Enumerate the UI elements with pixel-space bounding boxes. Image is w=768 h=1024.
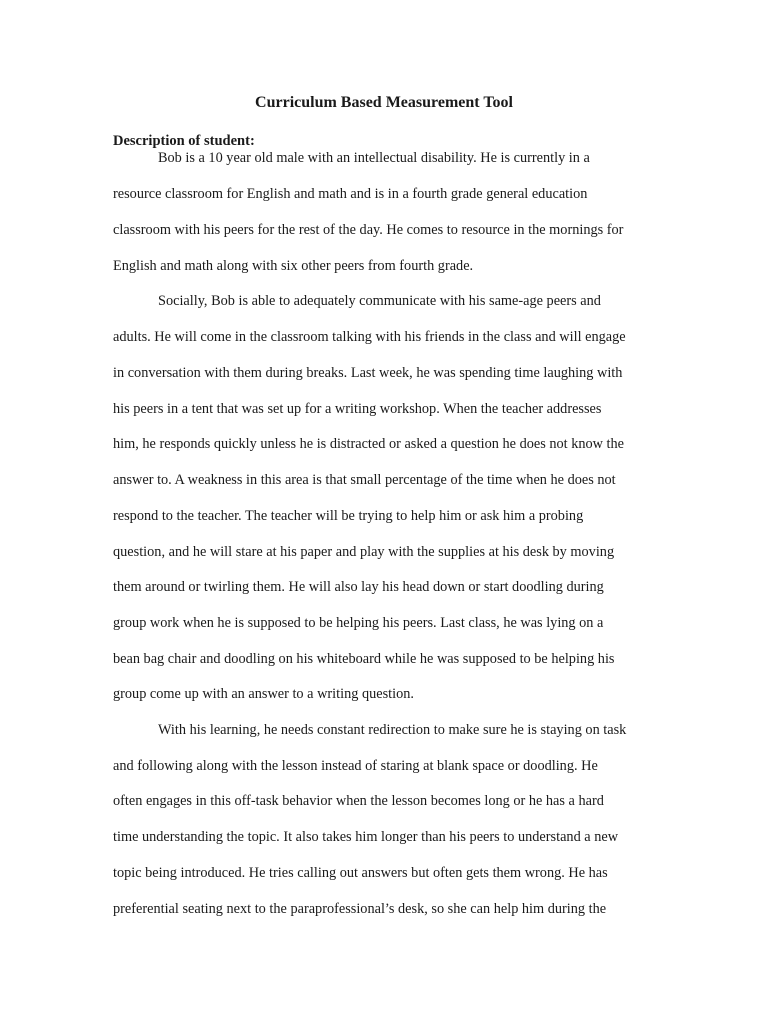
paragraph-line: him, he responds quickly unless he is distracted or asked a question he does not know the (113, 436, 625, 452)
paragraph-line: topic being introduced. He tries calling out answers but often gets them wrong. He has (113, 865, 608, 881)
paragraph-line: respond to the teacher. The teacher will be trying to help him or ask him a probing (113, 508, 584, 524)
paragraph-line: answer to. A weakness in this area is that small percentage of the time when he does not (113, 472, 616, 488)
paragraph-line: question, and he will stare at his paper and play with the supplies at his desk by moving (113, 544, 615, 560)
paragraph-line: Bob is a 10 year old male with an intellectual disability. He is currently in a (158, 150, 590, 166)
paragraph-line: group come up with an answer to a writing question. (113, 686, 414, 702)
paragraph-line: and following along with the lesson instead of staring at blank space or doodling. He (113, 758, 598, 774)
paragraph-line: group work when he is supposed to be helping his peers. Last class, he was lying on a (113, 615, 604, 631)
paragraph-line: time understanding the topic. It also takes him longer than his peers to understand a new (113, 829, 619, 845)
paragraph-line: adults. He will come in the classroom talking with his friends in the class and will engage (113, 329, 626, 345)
paragraph-line: resource classroom for English and math and is in a fourth grade general education (113, 186, 588, 202)
section-heading: Description of student: (113, 133, 255, 149)
paragraph-line: in conversation with them during breaks. Last week, he was spending time laughing with (113, 365, 623, 381)
paragraph-line: preferential seating next to the paraprofessional’s desk, so she can help him during the (113, 901, 607, 917)
paragraph-line: English and math along with six other peers from fourth grade. (113, 258, 474, 274)
paragraph-line: them around or twirling them. He will also lay his head down or start doodling during (113, 579, 604, 595)
paragraph-line: his peers in a tent that was set up for a writing workshop. When the teacher addresses (113, 401, 602, 417)
paragraph-line: Socially, Bob is able to adequately communicate with his same-age peers and (158, 293, 601, 309)
paragraph-line: bean bag chair and doodling on his whiteboard while he was supposed to be helping his (113, 651, 615, 667)
paragraph-line: often engages in this off-task behavior when the lesson becomes long or he has a hard (113, 793, 604, 809)
document-title: Curriculum Based Measurement Tool (255, 94, 513, 111)
paragraph-line: classroom with his peers for the rest of the day. He comes to resource in the mornings for (113, 222, 624, 238)
paragraph-line: With his learning, he needs constant redirection to make sure he is staying on task (158, 722, 627, 738)
